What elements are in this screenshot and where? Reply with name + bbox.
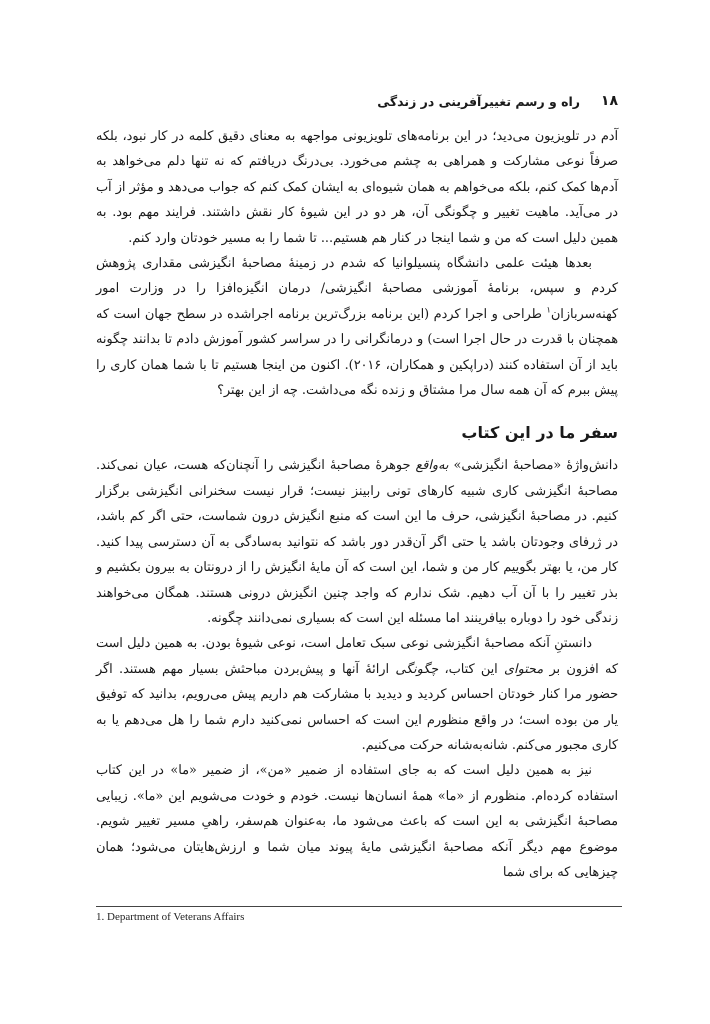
section-paragraph-1-text-b: جوهرهٔ مصاحبهٔ انگیزشی را آنچنان‌که هست، عیان نمی‌کند. مصاحبهٔ انگیزشی کاری شبیه کارهای تونی رابینز نیست؛ قرار نیست سخنرانی انگیزشی برگزار کنیم. در مصاحبهٔ انگیزشی، حرف ما این است که منبع انگیزش درون شماست، حتی اگر کم باشد، در ژرفای وجودتان باشد یا حتی اگر آن‌قدر دور باشد که نتوانید به‌سادگی به آن دسترسی پیدا کنید. کار من، یا بهتر بگوییم کار من و شما، این است که آن مایهٔ انگیزش را از درونتان به بیرون بکشیم و بذر تغییر را با آن آب دهیم. شک ندارم که واجد چنین انگیزش درونی هستند. همگان می‌خواهند زندگی خود را دوباره بیافرینند اما مسئله این است که بسیاری نمی‌دانند چگونه. (96, 458, 618, 626)
emphasis-text-content: محتوای (504, 661, 544, 677)
page-body (96, 124, 618, 885)
section-paragraph-2-text-c: ارائهٔ آنها و پیش‌بردن مباحثش بسیار مهم هستند. اگر حضور مرا کنار خودتان احساس کردید و دیدید با مشارکت هم داریم پیش می‌رویم، بدانید که توفیق یار من بوده است؛ در واقع منظورم این است که احساس نمی‌کنید دارم شما را هل می‌دهم یا به کاری مجبور می‌کنم. شانه‌به‌شانه حرکت می‌کنیم. (96, 661, 618, 753)
section-paragraph-1 (96, 453, 618, 631)
section-paragraph-2-text-b: این کتاب، (438, 661, 505, 677)
section-paragraph-3: نیز به همین دلیل است که به جای استفاده از ضمیر «من»، از ضمیر «ما» در این کتاب استفاده کرده‌ام. منظورم از «ما» همهٔ انسان‌ها نیست. خودم و خودت می‌شویم این «ما». زیبایی مصاحبهٔ انگیزشی به این است که باعث می‌شود ما، به‌عنوان هم‌سفر، راهیِ مسیر تغییر شویم. موضوع مهم دیگر آنکه مصاحبهٔ انگیزشی مایهٔ پیوند میان شما و ارزش‌هایتان می‌شود؛ همان چیزهایی که برای شما (96, 763, 618, 880)
section-paragraph-1-text-a: دانش‌واژهٔ «مصاحبهٔ انگیزشی» (448, 458, 618, 474)
emphasis-text-how: چگونگی (395, 661, 439, 677)
footnote-marker: ۱ (546, 305, 551, 316)
footnote-divider (96, 906, 622, 907)
section-paragraph-2 (96, 631, 618, 758)
paragraph-2 (96, 251, 618, 403)
section-paragraph-2-text-a: دانستنِ آنکه مصاحبهٔ انگیزشی نوعی سبک تعامل است، نوعی شیوهٔ بودن. به همین دلیل است که افزون بر (96, 636, 618, 677)
book-title: راه و رسم تغییرآفرینی در زندگی (377, 94, 580, 109)
paragraph-2-text-b: طراحی و اجرا کردم (این برنامه بزرگ‌ترین برنامه اجراشده در سطح جهان است که همچنان با قدرت در حال اجرا است) و درمانگرانی را در سراسر کشور آموزش دادم تا بدانند چگونه باید از آن استفاده کنند (دراپکین و همکاران، ۲۰۱۶). اکنون من اینجا هستیم تا با شما همان کاری را پیش ببرم که آن همه سال مرا مشتاق و زنده نگه می‌داشت. چه از این بهتر؟ (96, 306, 618, 399)
footnote: 1. Department of Veterans Affairs (96, 911, 245, 923)
paragraph-2-text-a: بعدها هیئت علمی دانشگاه پنسیلوانیا که شدم در زمینهٔ مصاحبهٔ انگیزشی مقداری پژوهش کردم و سپس، برنامهٔ آموزشی مصاحبهٔ انگیزشی/ درمان انگیزه‌افزا را در وزارت امور کهنه‌سربازان (96, 256, 618, 322)
section-heading: سفر ما در این کتاب (461, 423, 618, 443)
running-header (96, 93, 618, 117)
emphasis-text: به‌واقع (415, 458, 449, 474)
paragraph-1: آدم در تلویزیون می‌دید؛ در این برنامه‌های تلویزیونی مواجهه به معنای دقیق کلمه در کار نبود، بلکه صرفاً نوعی مشارکت و همراهی به چشم می‌خورد. بی‌درنگ دریافتم که نه تنها دلم می‌خواهد به آدم‌ها کمک کنم، بلکه می‌خواهم به همان شیوه‌ای به ایشان کمک کنم که جواب می‌دهد و مؤثر از آب در می‌آید. ماهیت تغییر و چگونگی آن، هر دو در این شیوهٔ کار نقش داشتند. فرایند مهم بود. به همین دلیل است که من و شما اینجا در کنار هم هستیم... تا شما را به مسیر خودتان وارد کنم. (96, 129, 618, 246)
page-number: ۱۸ (600, 93, 618, 109)
